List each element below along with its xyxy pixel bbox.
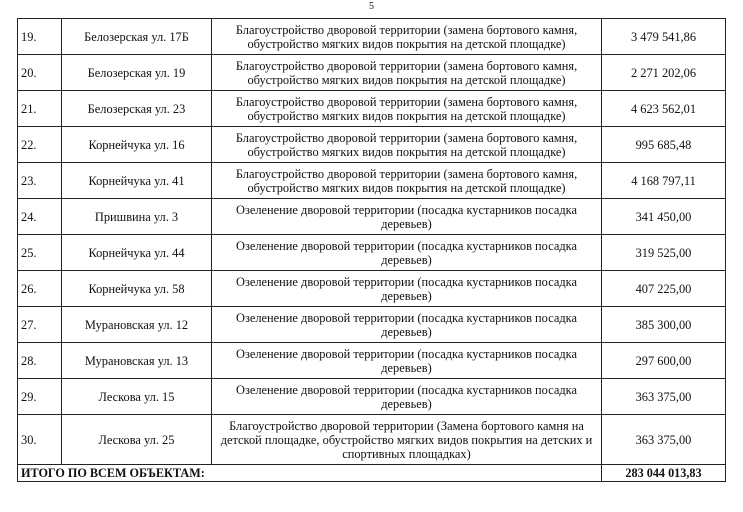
row-number: 27.: [18, 307, 62, 343]
table-row: [18, 127, 726, 163]
row-number: 21.: [18, 91, 62, 127]
row-work-description: Озеленение дворовой территории (посадка кустарников посадка деревьев): [212, 271, 602, 307]
row-sum: 4 623 562,01: [602, 91, 726, 127]
row-work-description: Озеленение дворовой территории (посадка кустарников посадка деревьев): [212, 343, 602, 379]
row-sum: 363 375,00: [602, 415, 726, 465]
row-address: Корнейчука ул. 41: [62, 163, 212, 199]
row-work-description: Благоустройство дворовой территории (Замена бортового камня на детской площадке, обустройство мягких видов покрытия на детских и спортивных площадках): [212, 415, 602, 465]
row-number: 28.: [18, 343, 62, 379]
row-number: 19.: [18, 19, 62, 55]
table-row: [18, 415, 726, 465]
row-sum: 319 525,00: [602, 235, 726, 271]
table-row: [18, 163, 726, 199]
total-sum: 283 044 013,83: [602, 465, 726, 482]
row-address: Корнейчука ул. 16: [62, 127, 212, 163]
row-address: Белозерская ул. 17Б: [62, 19, 212, 55]
table-row: [18, 55, 726, 91]
row-work-description: Благоустройство дворовой территории (замена бортового камня, обустройство мягких видов покрытия на детской площадке): [212, 91, 602, 127]
row-address: Лескова ул. 15: [62, 379, 212, 415]
row-sum: 341 450,00: [602, 199, 726, 235]
row-work-description: Озеленение дворовой территории (посадка кустарников посадка деревьев): [212, 379, 602, 415]
row-work-description: Благоустройство дворовой территории (замена бортового камня, обустройство мягких видов покрытия на детской площадке): [212, 55, 602, 91]
row-sum: 385 300,00: [602, 307, 726, 343]
row-work-description: Благоустройство дворовой территории (замена бортового камня, обустройство мягких видов покрытия на детской площадке): [212, 163, 602, 199]
row-address: Белозерская ул. 23: [62, 91, 212, 127]
row-sum: 297 600,00: [602, 343, 726, 379]
row-work-description: Озеленение дворовой территории (посадка кустарников посадка деревьев): [212, 307, 602, 343]
table-row: [18, 91, 726, 127]
row-sum: 3 479 541,86: [602, 19, 726, 55]
row-sum: 2 271 202,06: [602, 55, 726, 91]
total-label: ИТОГО ПО ВСЕМ ОБЪЕКТАМ:: [18, 465, 602, 482]
row-address: Корнейчука ул. 58: [62, 271, 212, 307]
row-address: Мурановская ул. 12: [62, 307, 212, 343]
row-sum: 363 375,00: [602, 379, 726, 415]
table-row: [18, 271, 726, 307]
row-work-description: Озеленение дворовой территории (посадка кустарников посадка деревьев): [212, 199, 602, 235]
row-sum: 4 168 797,11: [602, 163, 726, 199]
row-number: 23.: [18, 163, 62, 199]
row-work-description: Благоустройство дворовой территории (замена бортового камня, обустройство мягких видов покрытия на детской площадке): [212, 19, 602, 55]
row-address: Лескова ул. 25: [62, 415, 212, 465]
table-row: [18, 307, 726, 343]
row-number: 22.: [18, 127, 62, 163]
table-row: [18, 343, 726, 379]
row-number: 30.: [18, 415, 62, 465]
row-work-description: Озеленение дворовой территории (посадка кустарников посадка деревьев): [212, 235, 602, 271]
row-number: 26.: [18, 271, 62, 307]
table-row: [18, 19, 726, 55]
row-number: 29.: [18, 379, 62, 415]
total-row: [18, 465, 726, 482]
row-address: Белозерская ул. 19: [62, 55, 212, 91]
row-number: 20.: [18, 55, 62, 91]
table-row: [18, 235, 726, 271]
works-table: [17, 18, 726, 482]
table-row: [18, 199, 726, 235]
row-sum: 407 225,00: [602, 271, 726, 307]
row-sum: 995 685,48: [602, 127, 726, 163]
table-row: [18, 379, 726, 415]
row-number: 25.: [18, 235, 62, 271]
row-address: Мурановская ул. 13: [62, 343, 212, 379]
row-address: Корнейчука ул. 44: [62, 235, 212, 271]
row-number: 24.: [18, 199, 62, 235]
row-work-description: Благоустройство дворовой территории (замена бортового камня, обустройство мягких видов покрытия на детской площадке): [212, 127, 602, 163]
row-address: Пришвина ул. 3: [62, 199, 212, 235]
page-number: 5: [369, 1, 374, 12]
